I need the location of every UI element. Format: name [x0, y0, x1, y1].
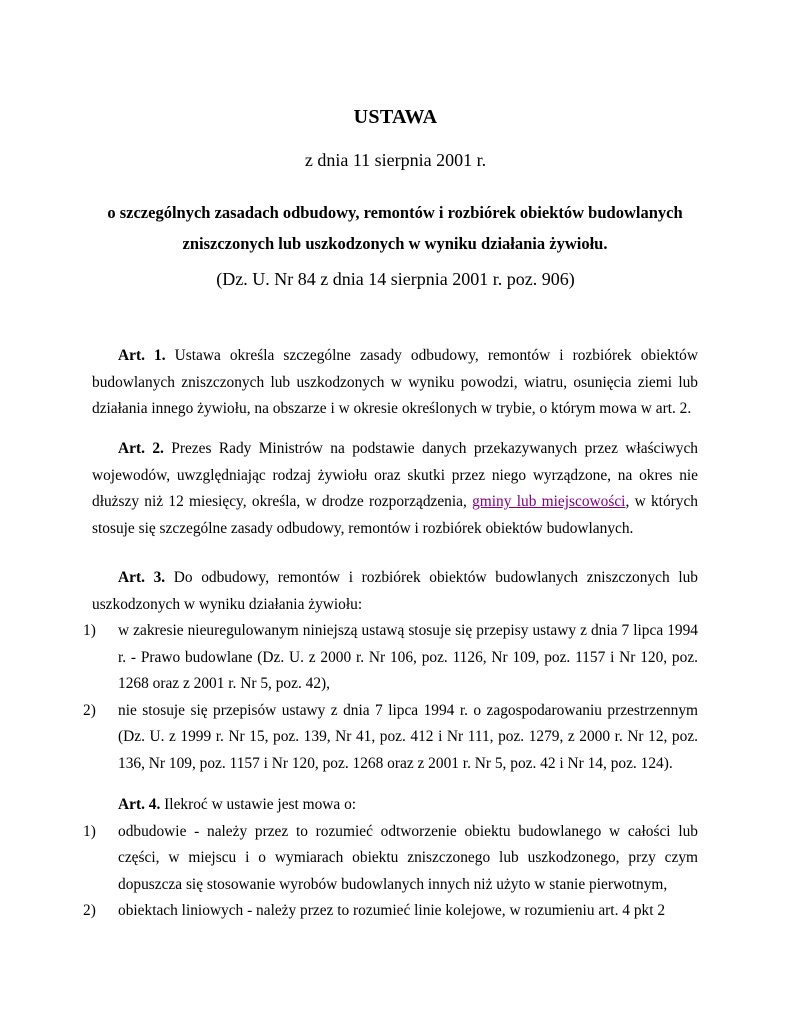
article-label: Art. 3.	[118, 569, 166, 586]
point-text: odbudowie - należy przez to rozumieć odtworzenie obiektu budowlanego w całości lub części, w miejscu i o wymiarach obiektu zniszczonego lub uszkodzonego, przy czym dopuszcza się stosowanie wyrobów budowlanych innych niż użyto w stanie pierwotnym,	[118, 822, 698, 893]
article-2	[92, 436, 698, 542]
point-text: obiektach liniowych - należy przez to rozumieć linie kolejowe, w rozumieniu art. 4 pkt 2	[118, 902, 666, 919]
article-label: Art. 1.	[118, 347, 166, 364]
article-text: Prezes Rady Ministrów na podstawie danych przekazywanych przez właściwych wojewodów, uwzględniając rodzaj żywiołu oraz skutki przez niego wyrządzone, na okres nie dłuższy niż 12 miesięcy, określa, w drodze rozporządzenia,	[92, 440, 699, 510]
document-subject: o szczególnych zasadach odbudowy, remontów i rozbiórek obiektów budowlanych zniszczonych lub uszkodzonych w wyniku działania żywiołu.	[107, 203, 683, 253]
article-text-continued: , w których stosuje się szczególne zasady odbudowy, remontów i rozbiórek obiektów budowlanych.	[92, 493, 698, 537]
article-text: Ustawa określa szczególne zasady odbudowy, remontów i rozbiórek obiektów budowlanych zniszczonych lub uszkodzonych w wyniku powodzi, wiatru, osunięcia ziemi lub działania innego żywiołu, na obszarze i w okresie określonych w trybie, o którym mowa w art. 2.	[92, 347, 698, 417]
point-text: nie stosuje się przepisów ustawy z dnia 7 lipca 1994 r. o zagospodarowaniu przestrzennym (Dz. U. z 1999 r. Nr 15, poz. 139, Nr 41, poz. 412 i Nr 111, poz. 1279, z 2000 r. Nr 12, poz. 136, Nr 109, poz. 1157 i Nr 120, poz. 1268 oraz z 2001 r. Nr 5, poz. 42 i Nr 14, poz. 124).	[118, 701, 698, 772]
list-item	[83, 618, 698, 698]
article-text: Do odbudowy, remontów i rozbiórek obiektów budowlanych zniszczonych lub uszkodzonych w wyniku działania żywiołu:	[92, 569, 698, 613]
article-3-points	[83, 618, 698, 777]
point-text: w zakresie nieuregulowanym niniejszą ustawą stosuje się przepisy ustawy z dnia 7 lipca 1994 r. - Prawo budowlane (Dz. U. z 2000 r. Nr 106, poz. 1126, Nr 109, poz. 1157 i Nr 120, poz. 1268 oraz z 2001 r. Nr 5, poz. 42),	[118, 622, 698, 692]
gminy-link[interactable]: gminy lub miejscowości	[472, 493, 626, 510]
list-item	[83, 698, 698, 778]
document-date: z dnia 11 sierpnia 2001 r.	[304, 150, 487, 170]
point-number: 2)	[83, 902, 96, 919]
article-4-points	[83, 819, 698, 925]
article-4	[83, 792, 698, 925]
article-1	[92, 343, 698, 423]
document-title: USTAWA	[353, 106, 438, 128]
article-text: Ilekroć w ustawie jest mowa o:	[164, 796, 357, 813]
list-item	[83, 819, 698, 899]
point-number: 2)	[83, 701, 96, 719]
point-number: 1)	[83, 622, 96, 639]
publication-reference: (Dz. U. Nr 84 z dnia 14 sierpnia 2001 r. poz. 906)	[216, 269, 575, 289]
article-3	[83, 565, 698, 777]
point-number: 1)	[83, 822, 96, 840]
list-item	[83, 898, 698, 925]
article-label: Art. 2.	[118, 440, 164, 457]
article-label: Art. 4.	[118, 796, 161, 813]
